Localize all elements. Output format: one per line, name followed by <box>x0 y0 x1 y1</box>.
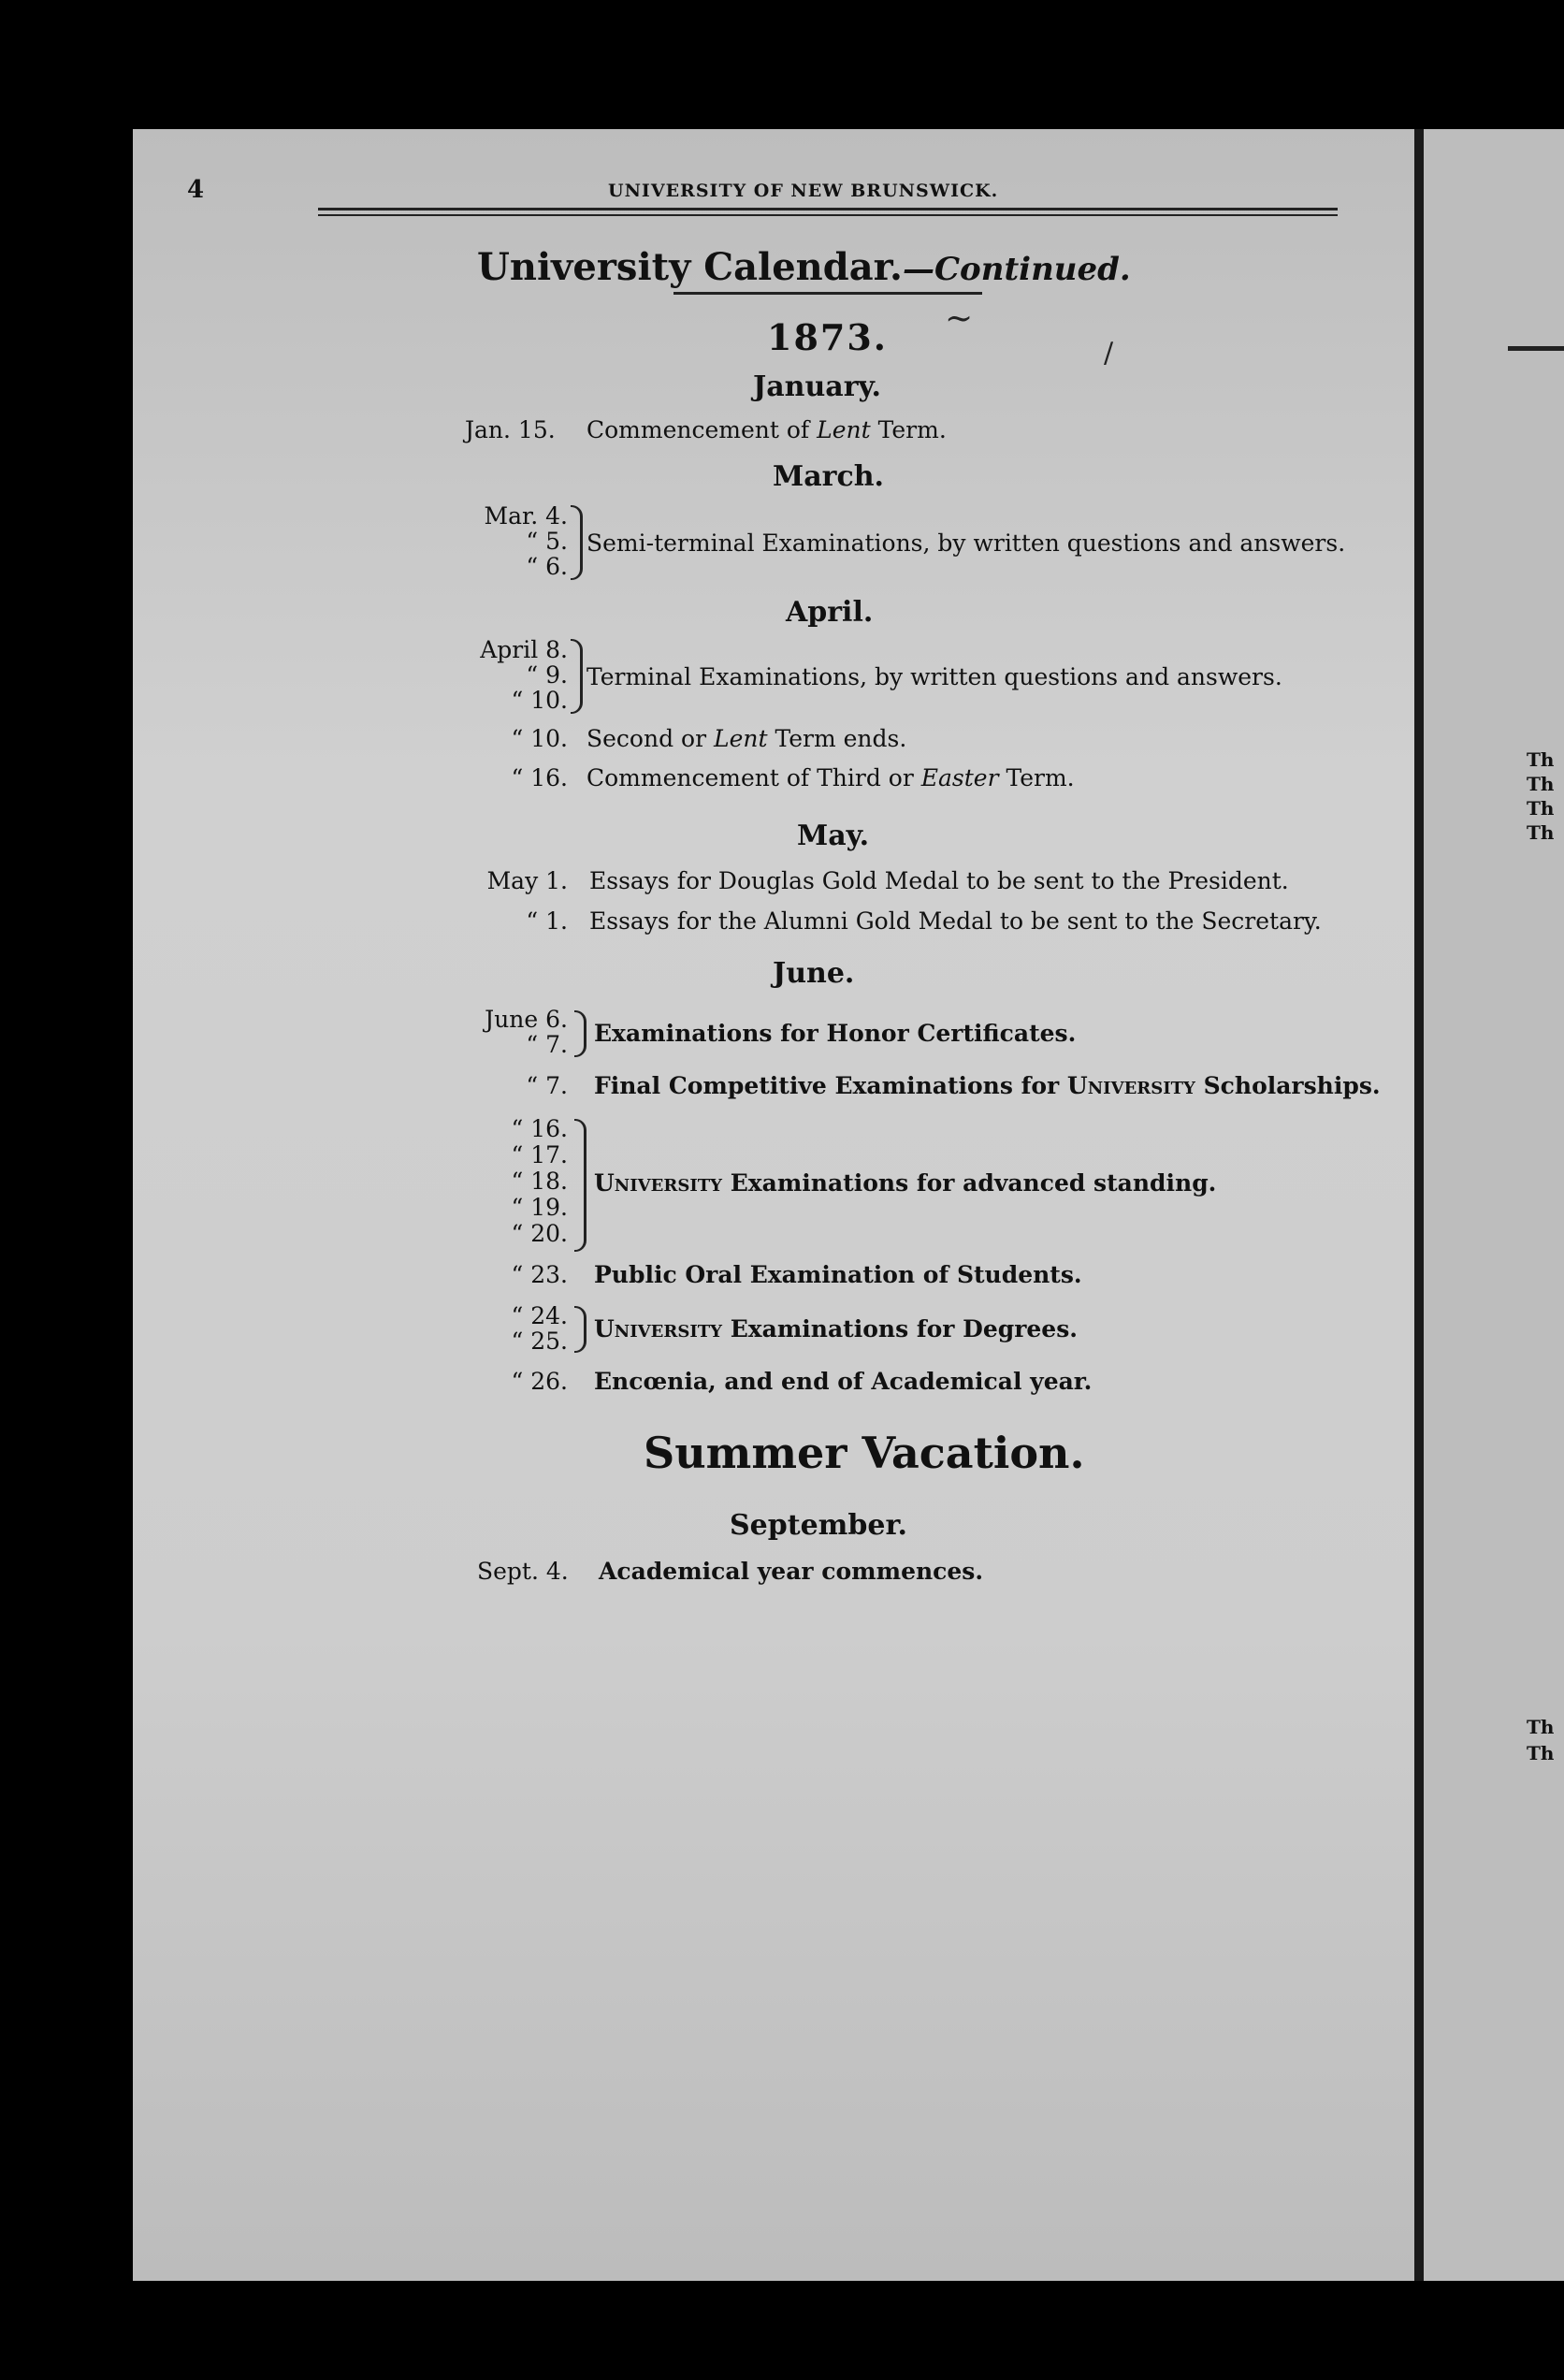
pen-mark: / <box>1104 337 1114 370</box>
page-gutter <box>1414 129 1424 2281</box>
brace <box>571 505 583 580</box>
entry-date: “ 7. <box>526 1072 568 1099</box>
entry-date: Jan. 15. <box>465 416 556 443</box>
adjacent-fragment: Th <box>1527 748 1555 771</box>
entry-text: Public Oral Examination of Students. <box>594 1261 1082 1288</box>
adjacent-fragment: Th <box>1527 773 1555 795</box>
page <box>133 129 1422 2281</box>
entry-date: “ 10. <box>511 725 568 752</box>
entry-date: Sept. 4. <box>477 1558 569 1585</box>
entry-text: Academical year commences. <box>599 1558 984 1585</box>
entry-date: “ 1. <box>526 907 568 935</box>
entry-text: University Examinations for Degrees. <box>594 1315 1078 1342</box>
month-heading-september: September. <box>730 1509 907 1542</box>
entry-date: May 1. <box>486 867 568 894</box>
entry-date: “ 9. <box>526 661 568 689</box>
month-heading-january: January. <box>753 370 881 403</box>
entry-date: “ 19. <box>511 1194 568 1221</box>
brace <box>571 639 583 714</box>
entry-date: June 6. <box>485 1006 568 1033</box>
entry-text: Commencement of Lent Term. <box>586 416 947 443</box>
entry-text: Second or Lent Term ends. <box>586 725 907 752</box>
page-title <box>477 245 1131 289</box>
entry-date: “ 25. <box>511 1328 568 1355</box>
month-heading-march: March. <box>773 460 884 493</box>
year-heading: 1873. <box>767 316 888 358</box>
month-heading-may: May. <box>797 820 870 852</box>
adjacent-page-rule <box>1508 346 1564 351</box>
brace <box>574 1306 586 1353</box>
entry-text: Examinations for Honor Certificates. <box>594 1020 1077 1047</box>
entry-text: Encœnia, and end of Academical year. <box>594 1368 1093 1395</box>
entry-text: Terminal Examinations, by written questions and answers. <box>586 663 1282 690</box>
adjacent-fragment: Th <box>1527 821 1555 844</box>
entry-date: “ 26. <box>511 1368 568 1395</box>
entry-date: Mar. 4. <box>484 502 568 530</box>
entry-date: “ 23. <box>511 1261 568 1288</box>
entry-date: “ 5. <box>526 528 568 555</box>
entry-text: Semi-terminal Examinations, by written questions and answers. <box>586 530 1346 557</box>
page-number: 4 <box>187 176 205 204</box>
adjacent-fragment: Th <box>1527 1716 1555 1738</box>
title-rule <box>673 292 982 295</box>
entry-date: “ 6. <box>526 553 568 580</box>
entry-date: April 8. <box>480 636 568 663</box>
entry-date: “ 24. <box>511 1302 568 1329</box>
header-rule <box>318 214 1338 216</box>
entry-text: University Examinations for advanced standing. <box>594 1169 1217 1197</box>
entry-date: “ 7. <box>526 1031 568 1058</box>
entry-date: “ 20. <box>511 1220 568 1247</box>
running-title: UNIVERSITY OF NEW BRUNSWICK. <box>608 181 999 201</box>
entry-text: Essays for the Alumni Gold Medal to be sent to the Secretary. <box>589 907 1322 935</box>
adjacent-page <box>1424 129 1564 2281</box>
entry-date: “ 18. <box>511 1168 568 1195</box>
month-heading-june: June. <box>773 957 855 990</box>
brace <box>574 1119 586 1252</box>
section-heading-summer-vacation: Summer Vacation. <box>644 1428 1085 1478</box>
title-main: University Calendar. <box>477 245 903 289</box>
entry-text: Essays for Douglas Gold Medal to be sent to the President. <box>589 867 1289 894</box>
adjacent-fragment: Th <box>1527 1742 1555 1764</box>
entry-text: Commencement of Third or Easter Term. <box>586 764 1075 791</box>
entry-date: “ 16. <box>511 764 568 791</box>
month-heading-april: April. <box>786 596 874 629</box>
adjacent-fragment: Th <box>1527 797 1555 820</box>
header-rule <box>318 208 1338 210</box>
title-sub: —Continued. <box>902 251 1131 288</box>
pen-mark: ~ <box>945 299 974 338</box>
entry-date: “ 10. <box>511 687 568 714</box>
entry-text: Final Competitive Examinations for University Scholarships. <box>594 1072 1381 1099</box>
entry-date: “ 17. <box>511 1141 568 1168</box>
brace <box>574 1010 586 1057</box>
entry-date: “ 16. <box>511 1115 568 1142</box>
